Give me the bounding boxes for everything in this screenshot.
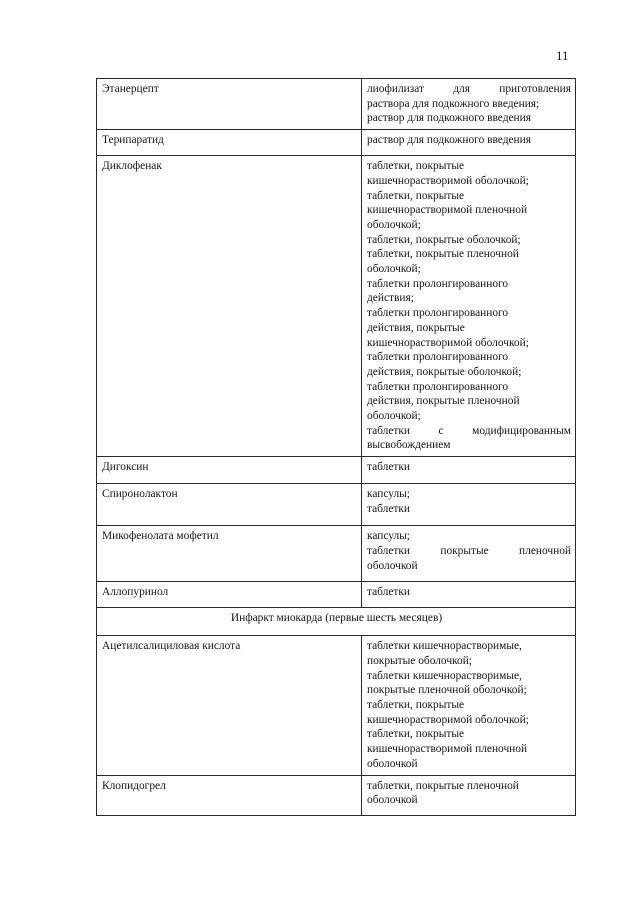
- dosage-form-line: действия, покрытые пленочной: [367, 395, 520, 408]
- drug-name: Дигоксин: [102, 461, 149, 474]
- dosage-form-line: действия, покрытые оболочкой;: [367, 365, 522, 378]
- drug-name: Микофенолата мофетил: [102, 530, 219, 543]
- dosage-forms-cell: [362, 130, 576, 156]
- dosage-form-line: таблетки: [367, 461, 411, 474]
- dosage-form-line: таблетки пролонгированного: [367, 307, 509, 320]
- dosage-form-line: кишечнорастворимой пленочной: [367, 743, 528, 756]
- table-row: [97, 156, 576, 457]
- dosage-form-line: таблетки, покрытые: [367, 698, 465, 711]
- dosage-form-line: оболочкой;: [367, 218, 421, 231]
- dosage-forms-cell: [362, 457, 576, 484]
- dosage-form-line: капсулы;: [367, 530, 410, 543]
- dosage-form-line: лиофилизат для приготовления: [367, 83, 571, 95]
- dosage-form-line: действия;: [367, 292, 414, 305]
- drug-name: Диклофенак: [102, 160, 162, 173]
- drug-name: Этанерцепт: [102, 83, 159, 95]
- dosage-forms-cell: [362, 79, 576, 130]
- dosage-forms-cell: [362, 156, 576, 457]
- dosage-form-line: кишечнорастворимой оболочкой;: [367, 174, 529, 187]
- dosage-form-line: кишечнорастворимой пленочной: [367, 204, 528, 217]
- dosage-form-line: действия, покрытые: [367, 321, 465, 334]
- dosage-form-line: кишечнорастворимой оболочкой;: [367, 713, 529, 726]
- dosage-form-line: раствора для подкожного введения;: [367, 97, 540, 110]
- drug-name-cell: [97, 582, 362, 608]
- dosage-forms-cell: [362, 636, 576, 775]
- table-row: [97, 526, 576, 582]
- dosage-forms-cell: [362, 526, 576, 582]
- dosage-form-line: оболочкой: [367, 794, 418, 807]
- dosage-form-line: таблетки кишечнорастворимые,: [367, 640, 522, 653]
- drug-name-cell: [97, 156, 362, 457]
- dosage-form-line: оболочкой: [367, 559, 418, 572]
- dosage-form-line: таблетки, покрытые пленочной: [367, 248, 519, 261]
- dosage-form-line: таблетки: [367, 586, 411, 599]
- table-row: [97, 130, 576, 156]
- dosage-form-line: кишечнорастворимой оболочкой;: [367, 336, 529, 349]
- page-number: 11: [556, 48, 569, 63]
- dosage-form-line: таблетки, покрытые: [367, 160, 465, 173]
- dosage-form-line: таблетки пролонгированного: [367, 380, 509, 393]
- dosage-form-line: покрытые пленочной оболочкой;: [367, 684, 527, 697]
- dosage-form-line: таблетки кишечнорастворимые,: [367, 669, 522, 682]
- drug-name: Спиронолактон: [102, 488, 178, 501]
- dosage-form-line: раствор для подкожного введения: [367, 134, 531, 147]
- drug-name-cell: [97, 775, 362, 815]
- section-header-cell: [97, 608, 576, 636]
- drug-name-cell: [97, 130, 362, 156]
- dosage-form-line: таблетки пролонгированного: [367, 351, 509, 364]
- dosage-form-line: раствор для подкожного введения: [367, 112, 531, 125]
- table-row: [97, 79, 576, 130]
- table-row: [97, 582, 576, 608]
- drug-name: Терипаратид: [102, 134, 164, 147]
- dosage-form-line: таблетки покрытые пленочной: [367, 544, 571, 557]
- dosage-form-line: таблетки, покрытые пленочной: [367, 779, 519, 792]
- dosage-form-line: покрытые оболочкой;: [367, 654, 472, 667]
- table-row: [97, 484, 576, 526]
- table-row: [97, 775, 576, 815]
- table-row: [97, 636, 576, 775]
- dosage-form-line: таблетки: [367, 502, 411, 515]
- dosage-form-line: оболочкой: [367, 757, 418, 770]
- dosage-forms-cell: [362, 582, 576, 608]
- drug-name: Аллопуринол: [102, 586, 169, 599]
- dosage-form-line: таблетки, покрытые: [367, 189, 465, 202]
- dosage-form-line: таблетки с модифицированным: [367, 424, 571, 437]
- dosage-form-line: таблетки, покрытые оболочкой;: [367, 233, 521, 246]
- dosage-forms-cell: [362, 775, 576, 815]
- dosage-form-line: таблетки пролонгированного: [367, 277, 509, 290]
- drug-name-cell: [97, 636, 362, 775]
- drug-name: Ацетилсалициловая кислота: [102, 640, 241, 653]
- section-title: Инфаркт миокарда (первые шесть месяцев): [230, 612, 443, 625]
- drug-name: Клопидогрел: [102, 779, 166, 792]
- dosage-form-line: оболочкой;: [367, 263, 421, 276]
- drug-name-cell: [97, 526, 362, 582]
- table-row: [97, 608, 576, 636]
- dosage-forms-cell: [362, 484, 576, 526]
- dosage-form-line: оболочкой;: [367, 410, 421, 423]
- drug-name-cell: [97, 484, 362, 526]
- table-row: [97, 457, 576, 484]
- drug-name-cell: [97, 79, 362, 130]
- dosage-form-line: таблетки, покрытые: [367, 728, 465, 741]
- dosage-form-line: высвобождением: [367, 439, 451, 452]
- dosage-form-line: капсулы;: [367, 488, 410, 501]
- drug-name-cell: [97, 457, 362, 484]
- drug-table: [96, 78, 576, 816]
